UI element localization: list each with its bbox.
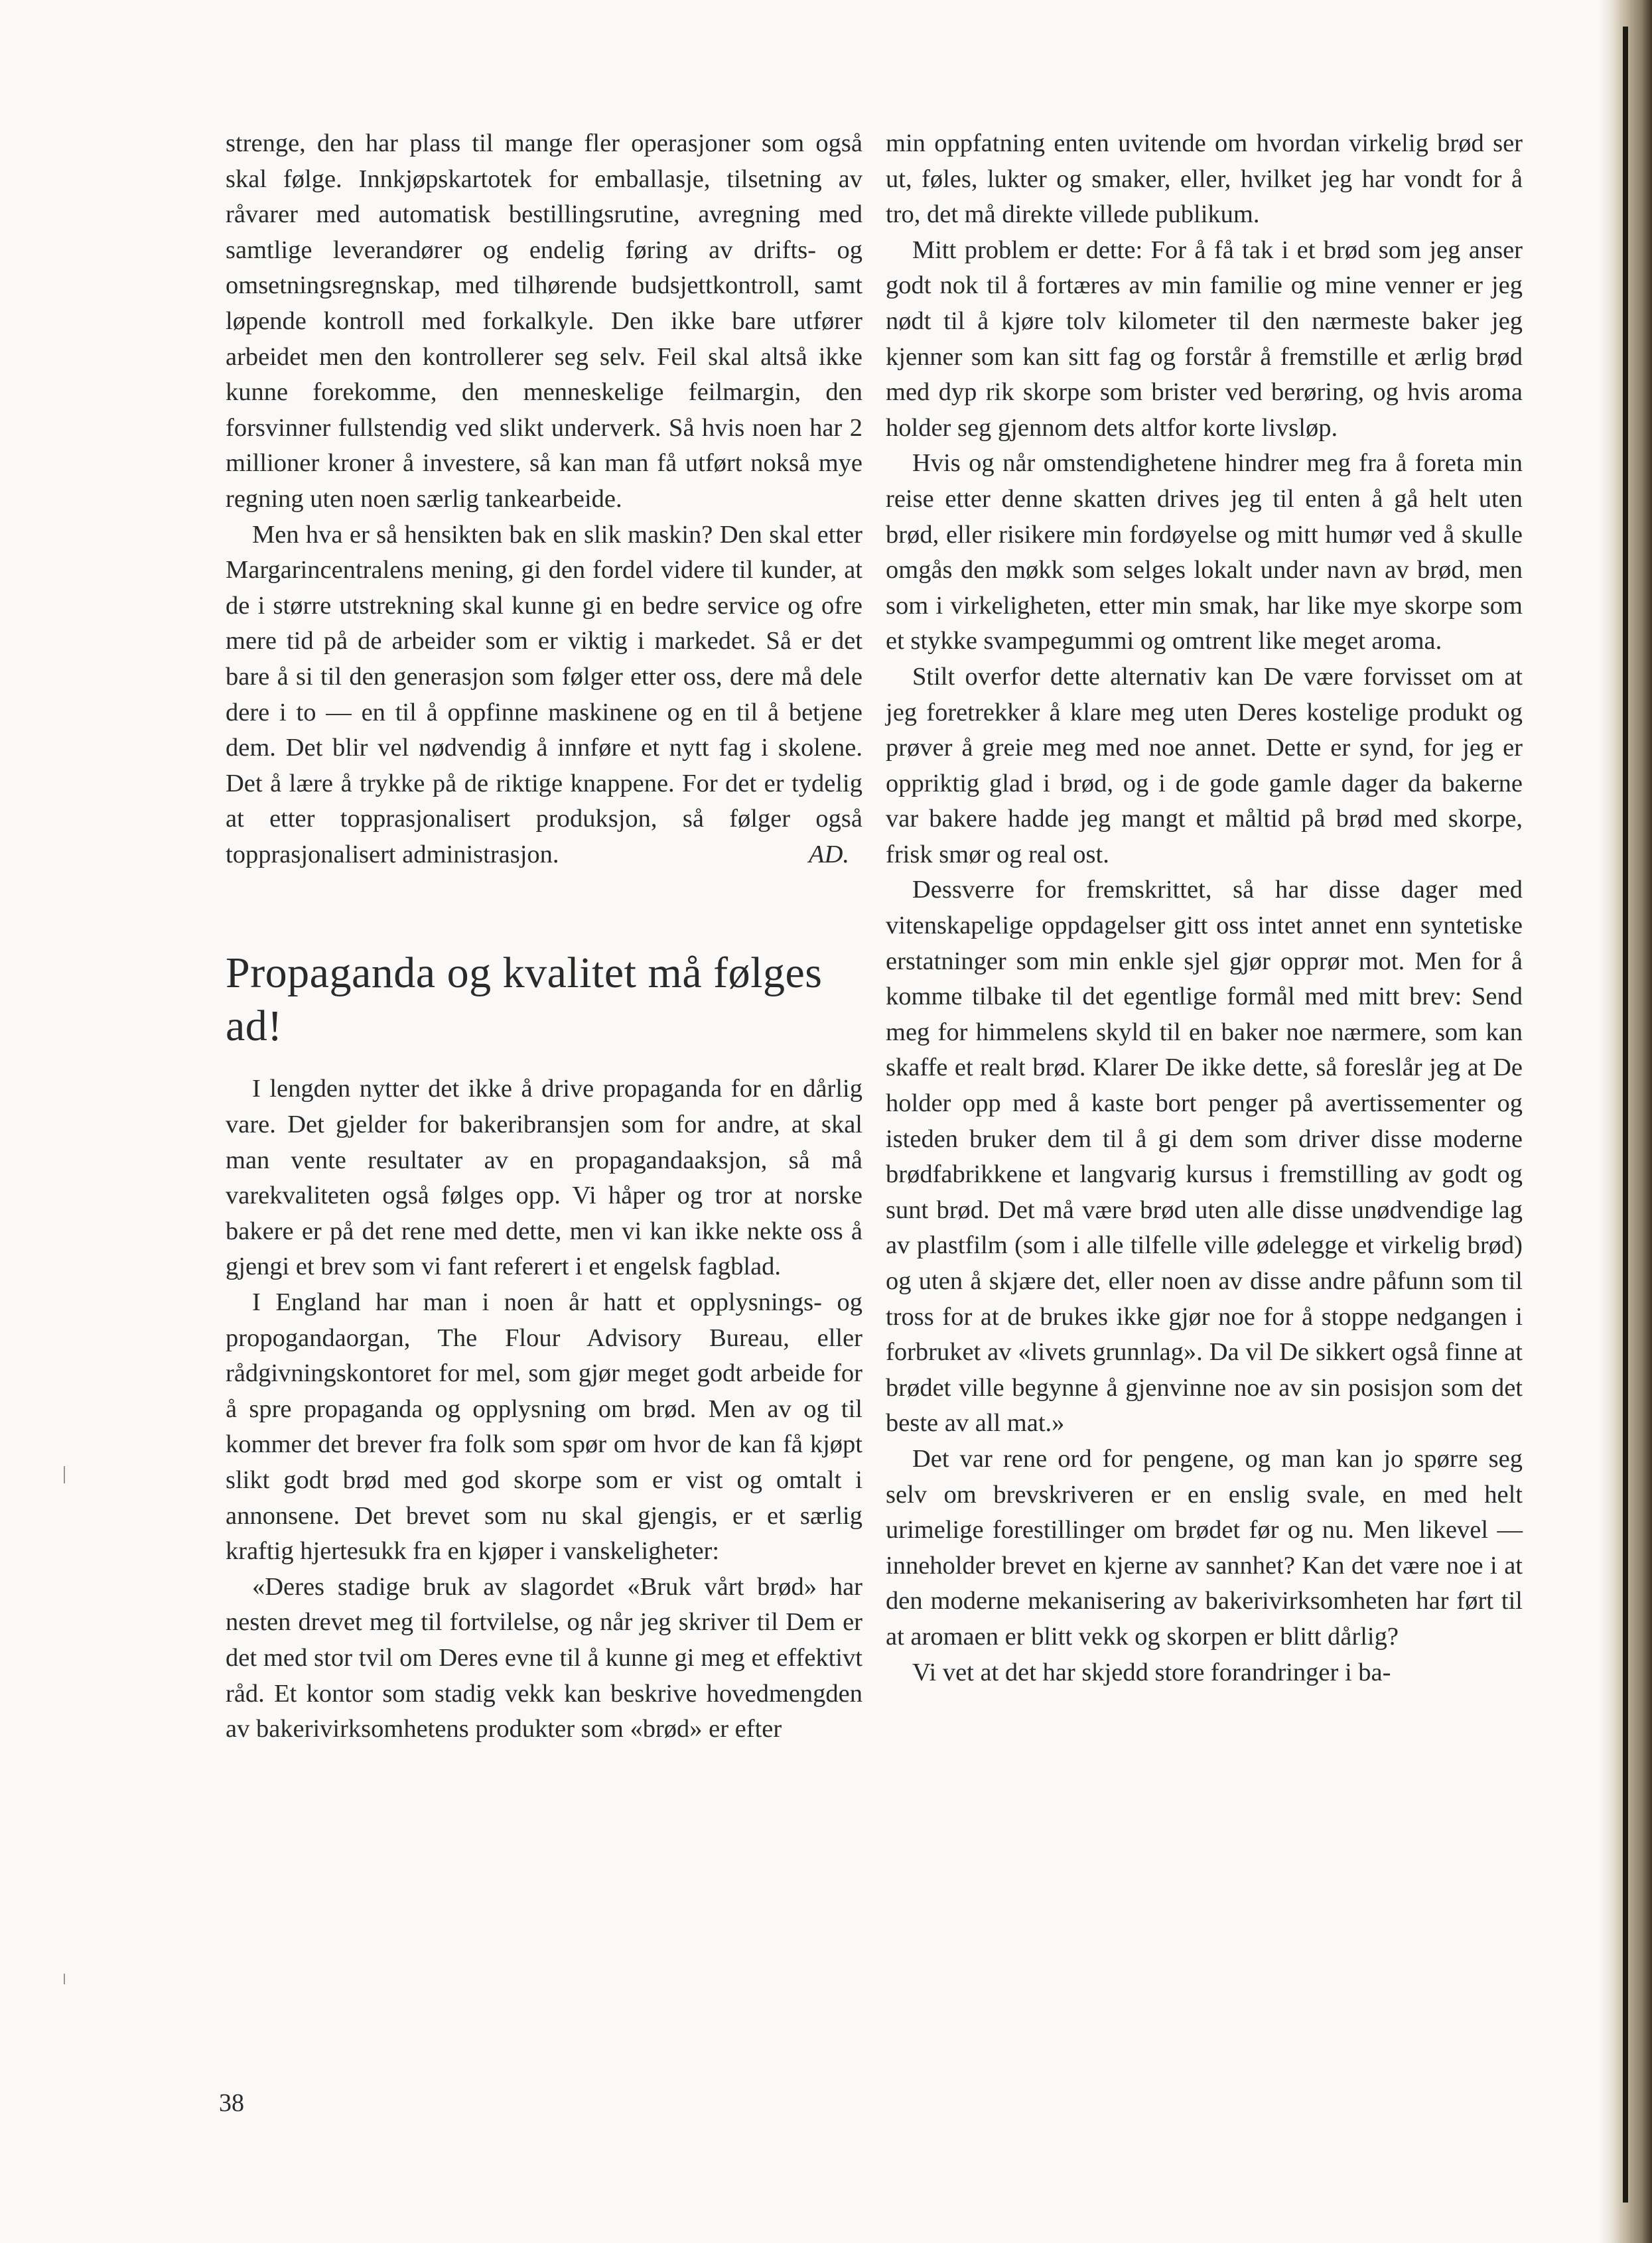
paragraph: strenge, den har plass til mange fler operasjoner som også skal følge. Innkjøpskartotek for emballasje, tilsetning av råvarer med automatisk bestillingsrutine, avregning med samtlige leverandører og endelig føring av drifts- og omsetningsregnskap, med tilhørende budsjettkontroll, samt løpende kontroll med forkalkyle. Den ikke bare utfører arbeidet men den kontrollerer seg selv. Feil skal altså ikke kunne forekomme, den menneskelige feilmargin, den forsvinner fullstendig ved slikt underverk. Så hvis noen har 2 millioner kroner å investere, så kan man få utført nokså mye regning uten noen særlig tankearbeide. [226,129,862,513]
paragraph: Hvis og når omstendighetene hindrer meg fra å foreta min reise etter denne skatten drives jeg til enten å gå helt uten brød, eller risikere min fordøyelse og mitt humør ved å skulle omgås den møkk som selges lokalt under navn av brød, men som i virkeligheten, etter min smak, har like mye skorpe som et stykke svampegummi og omtrent like meget aroma. [886,449,1523,655]
paragraph [226,517,862,873]
paragraph: Mitt problem er dette: For å få tak i et brød som jeg anser godt nok til å fortæres av min familie og mine venner er jeg nødt til å kjøre tolv kilometer til den nærmeste baker jeg kjenner som kan sitt fag og forstår å fremstille et ærlig brød med dyp rik skorpe som brister ved berøring, og hvis aroma holder seg gjennom dets altfor korte livsløp. [886,236,1523,442]
article-heading: Propaganda og kvalitet må følges ad! [226,949,823,1051]
paragraph: min oppfatning enten uvitende om hvordan virkelig brød ser ut, føles, lukter og smaker, eller, hvilket jeg har vondt for å tro, det må direkte villede publikum. [886,129,1523,229]
paragraph: Dessverre for fremskrittet, så har disse dager med vitenskapelige oppdagelser gitt oss intet annet enn syntetiske erstatninger som min enkle sjel gjør opprør mot. Men for å komme tilbake til det egentlige formål med mitt brev: Send meg for himmelens skyld til en baker noe nærmere, som kan skaffe et realt brød. Klarer De ikke dette, så foreslår jeg at De holder opp med å kaste bort penger på avertissementer og isteden bruker dem til å gi dem som driver disse moderne brødfabrikkene et langvarig kursus i fremstilling av godt og sunt brød. Det må være brød uten alle disse unødvendige lag av plastfilm (som i alle tilfelle ville ødelegge et virkelig brød) og uten å skjære det, eller noen av disse andre påfunn som til tross for at de brukes ikke gjør noe for å stoppe nedgangen i forbruket av «livets grunnlag». Da vil De sikkert også finne at brødet ville begynne å gjenvinne noe av sin posisjon som det beste av all mat.» [886,876,1523,1438]
paragraph: Det var rene ord for pengene, og man kan jo spørre seg selv om brevskriveren er en enslig svale, en med helt urimelige forestillinger om brødet før og nu. Men likevel — inneholder brevet en kjerne av sannhet? Kan det være noe i at den moderne mekanisering av bakerivirksomheten har ført til at aromaen er blitt vekk og skorpen er blitt dårlig? [886,1444,1523,1651]
paragraph: Vi vet at det har skjedd store forandringer i ba- [912,1658,1391,1686]
margin-mark [64,1974,65,1984]
paragraph: I England har man i noen år hatt et opplysnings- og propogandaorgan, The Flour Advisory Bureau, eller rådgivningskontoret for mel, som gjør meget godt arbeide for å spre propaganda og opplysning om brød. Men av og til kommer det brever fra folk som spør om hvor de kan få kjøpt slikt godt brød med god skorpe som er vist og omtalt i annonsene. Det brevet som nu skal gjengis, er et særlig kraftig hjertesukk fra en kjøper i vanskeligheter: [226,1288,862,1566]
paragraph: Stilt overfor dette alternativ kan De være forvisset om at jeg foretrekker å klare meg uten Deres kostelige produkt og prøver å greie meg med noe annet. Dette er synd, for jeg er oppriktig glad i brød, og i de gode gamle dager da bakerne var bakere hadde jeg mangt et måltid på brød med skorpe, frisk smør og real ost. [886,662,1523,868]
paragraph: «Deres stadige bruk av slagordet «Bruk vårt brød» har nesten drevet meg til fortvilelse, og når jeg skriver til Dem er det med stor tvil om Deres evne til å kunne gi meg et effektivt råd. Et kontor som stadig vekk kan beskrive hovedmengden av bakerivirksomhetens produkter som «brød» er efter [226,1572,862,1743]
author-signature: AD. [809,840,849,868]
paragraph: I lengden nytter det ikke å drive propaganda for en dårlig vare. Det gjelder for bakeribransjen som for andre, at skal man vente resultater av en propagandaaksjon, så må varekvaliteten også følges opp. Vi håper og tror at norske bakere er på det rene med dette, men vi kan ikke nekte oss å gjengi et brev som vi fant referert i et engelsk fagblad. [226,1075,862,1281]
page-number: 38 [219,2089,244,2117]
right-column [886,126,1523,1690]
left-column [226,126,862,1747]
binding-edge [1623,27,1628,2203]
paragraph-text: Men hva er så hensikten bak en slik maskin? Den skal etter Margarincentralens mening, gi den fordel videre til kunder, at de i større utstrekning skal kunne gi en bedre service og ofre mere tid på de arbeider som er viktig i markedet. Så er det bare å si til den generasjon som følger etter oss, dere må dele dere i to — en til å oppfinne maskinene og en til å betjene dem. Det blir vel nødvendig å innføre et nytt fag i skolene. Det å lære å trykke på de riktige knappene. For det er tydelig at etter topprasjonalisert produksjon, så følger også topprasjonalisert administrasjon. [226,520,862,868]
margin-mark [64,1466,65,1483]
